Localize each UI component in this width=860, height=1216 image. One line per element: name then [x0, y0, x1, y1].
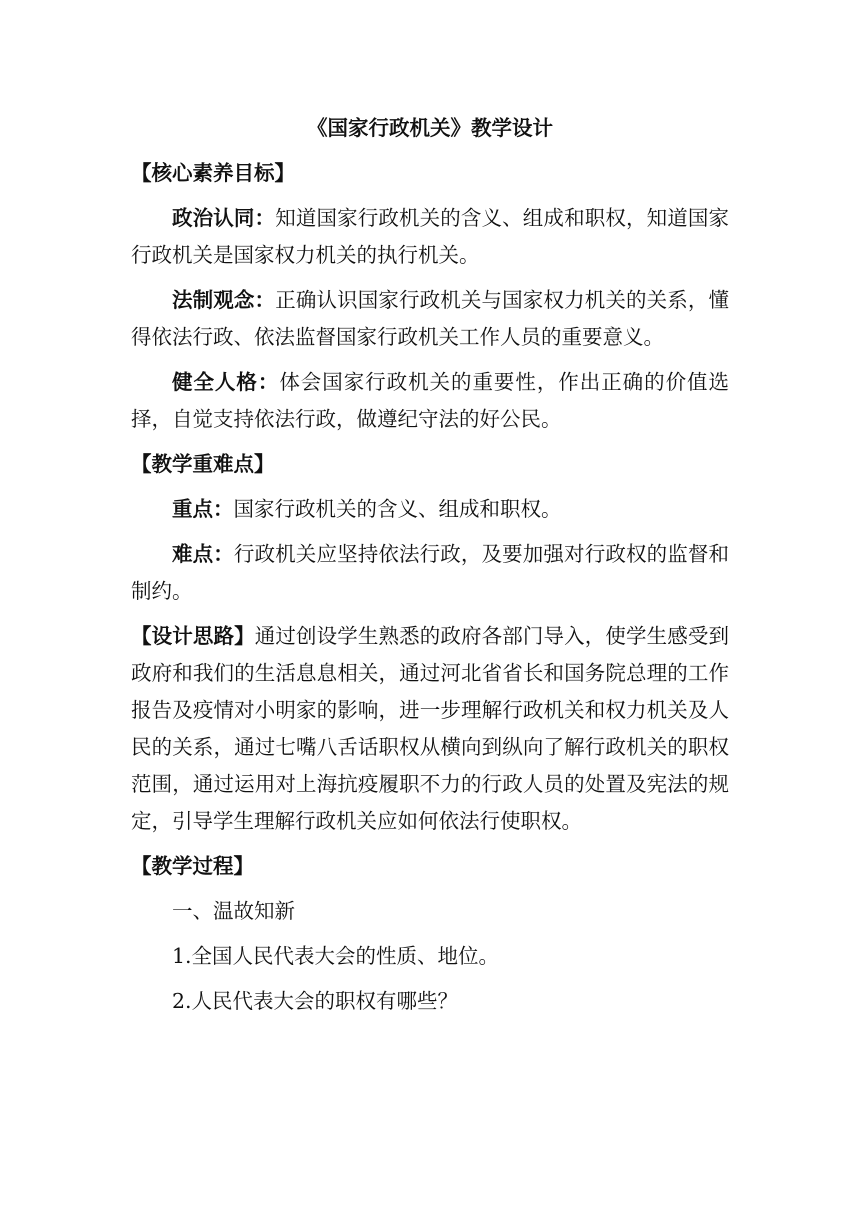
- keypoint-label: 难点：: [172, 542, 234, 566]
- goal-sound-personality: [131, 364, 729, 438]
- keypoint-label: 重点：: [172, 497, 234, 521]
- goal-text: 体会国家行政机关的重要性，作出正确的价值选择，自觉支持依法行政，做遵纪守法的好公民。: [131, 370, 730, 431]
- design-paragraph: [131, 618, 729, 840]
- keypoint-focus: [131, 491, 729, 528]
- process-item: 2.人民代表大会的职权有哪些？: [172, 989, 459, 1013]
- goal-label: 政治认同：: [172, 206, 276, 230]
- goal-legal-concept: [131, 282, 729, 356]
- goal-label: 法制观念：: [172, 288, 276, 312]
- goal-political-identity: [131, 200, 729, 274]
- keypoint-text: 国家行政机关的含义、组成和职权。: [233, 497, 562, 521]
- section-heading-goals: 【核心素养目标】: [131, 161, 295, 185]
- document-body: [131, 110, 729, 1028]
- design-text: 通过创设学生熟悉的政府各部门导入，使学生感受到政府和我们的生活息息相关，通过河北省省长和国务院总理的工作报告及疫情对小明家的影响，进一步理解行政机关和权力机关及人民的关系，通过七嘴八舌话职权从横向到纵向了解行政机关的职权范围，通过运用对上海抗疫履职不力的行政人员的处置及宪法的规定，引导学生理解行政机关应如何依法行使职权。: [131, 624, 729, 833]
- section-heading-design: 【设计思路】: [131, 624, 255, 648]
- document-title: 《国家行政机关》教学设计: [307, 116, 553, 140]
- section-heading-keypoints: 【教学重难点】: [131, 452, 275, 476]
- section-heading-process: 【教学过程】: [131, 854, 254, 878]
- goal-label: 健全人格：: [172, 370, 280, 394]
- keypoint-text: 行政机关应坚持依法行政，及要加强对行政权的监督和制约。: [131, 542, 730, 603]
- process-subheading: 一、温故知新: [172, 899, 295, 923]
- process-item: 1.全国人民代表大会的性质、地位。: [172, 944, 500, 968]
- goal-text: 正确认识国家行政机关与国家权力机关的关系，懂得依法行政、依法监督国家行政机关工作人员的重要意义。: [131, 288, 730, 349]
- keypoint-difficulty: [131, 536, 729, 610]
- goal-text: 知道国家行政机关的含义、组成和职权，知道国家行政机关是国家权力机关的执行机关。: [131, 206, 730, 267]
